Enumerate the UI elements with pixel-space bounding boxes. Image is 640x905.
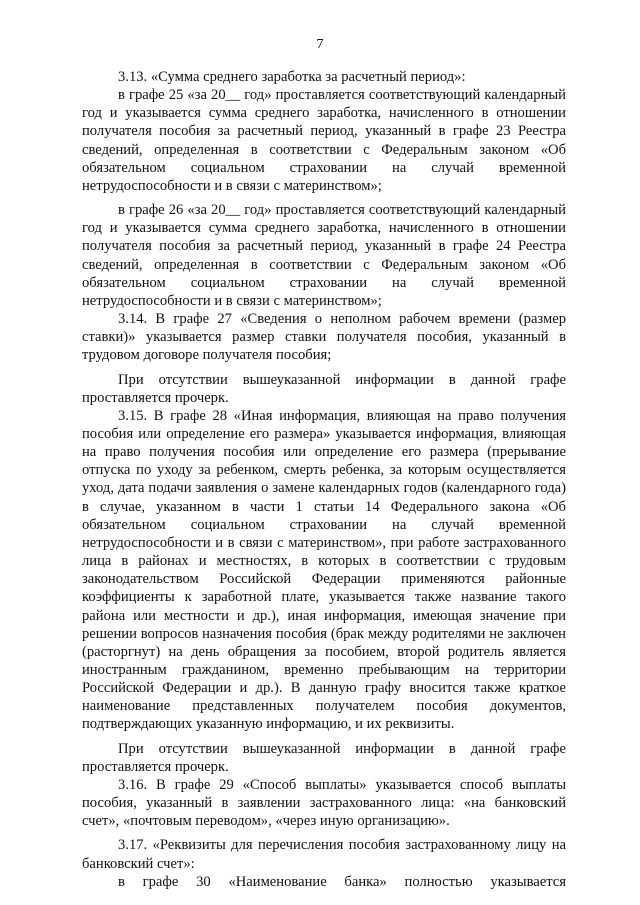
paragraph-column-30: в графе 30 «Наименование банка» полностью указывается [118, 873, 566, 890]
paragraph-3-14: 3.14. В графе 27 «Сведения о неполном рабочем времени (размер ставки)» указывается размер ставки получателя пособия, указанный в трудовом договоре получателя пособия; [82, 311, 566, 364]
page-number: 7 [316, 37, 324, 52]
paragraph-3-15: 3.15. В графе 28 «Иная информация, влияющая на право получения пособия или определение его размера» указывается информация, влияющая на право получения пособия или определение его размера (прерывание отпуска по уходу за ребенком, смерть ребенка, за которым осуществляется уход, дата подачи заявления о замене календарных годов (календарного года) в случае, указанном в части 1 статьи 14 Федерального закона «Об обязательном социальном страховании на случай временной нетрудоспособности и в связи с материнством», при работе застрахованного лица в районах и местностях, в которых в соответствии с трудовым законодательством Российской Федерации применяются районные коэффициенты к заработной плате, указывается также название такого района или местности и др.), иная информация, имеющая значение при решении вопросов назначения пособия (брак между родителями не заключен (расторгнут) на день обращения за пособием, второй родитель является иностранным гражданином, временно пребывающим на территории Российской Федерации и др.). В данную графу вносится также краткое наименование представленных получателем пособия документов, подтверждающих указанную информацию, и их реквизиты. [82, 407, 566, 733]
paragraph-3-16: 3.16. В графе 29 «Способ выплаты» указывается способ выплаты пособия, указанный в заявлении застрахованного лица: «на банковский счет», «почтовым переводом», «через иную организацию». [82, 776, 566, 830]
paragraph-column-25: в графе 25 «за 20__ год» проставляется соответствующий календарный год и указывается сумма среднего заработка, начисленного в отношении получателя пособия за расчетный период, указанный в графе 23 Реестра сведений, определенная в соответствии с Федеральным законом «Об обязательном социальном страховании на случай временной нетрудоспособности и в связи с материнством»; [82, 87, 566, 194]
paragraph-3-17: 3.17. «Реквизиты для перечисления пособия застрахованному лицу на банковский счет»: [82, 837, 566, 872]
paragraph-column-26: в графе 26 «за 20__ год» проставляется соответствующий календарный год и указывается сумма среднего заработка, начисленного в отношении получателя пособия за расчетный период, указанный в графе 24 Реестра сведений, определенная в соответствии с Федеральным законом «Об обязательном социальном страховании на случай временной нетрудоспособности и в связи с материнством»; [82, 202, 566, 309]
paragraph-dash-note-2: При отсутствии вышеуказанной информации в данной графе проставляется прочерк. [82, 740, 566, 775]
paragraph-dash-note-1: При отсутствии вышеуказанной информации в данной графе проставляется прочерк. [82, 371, 566, 406]
document-body [82, 68, 566, 891]
paragraph-3-13-heading: 3.13. «Сумма среднего заработка за расчетный период»: [118, 69, 466, 85]
